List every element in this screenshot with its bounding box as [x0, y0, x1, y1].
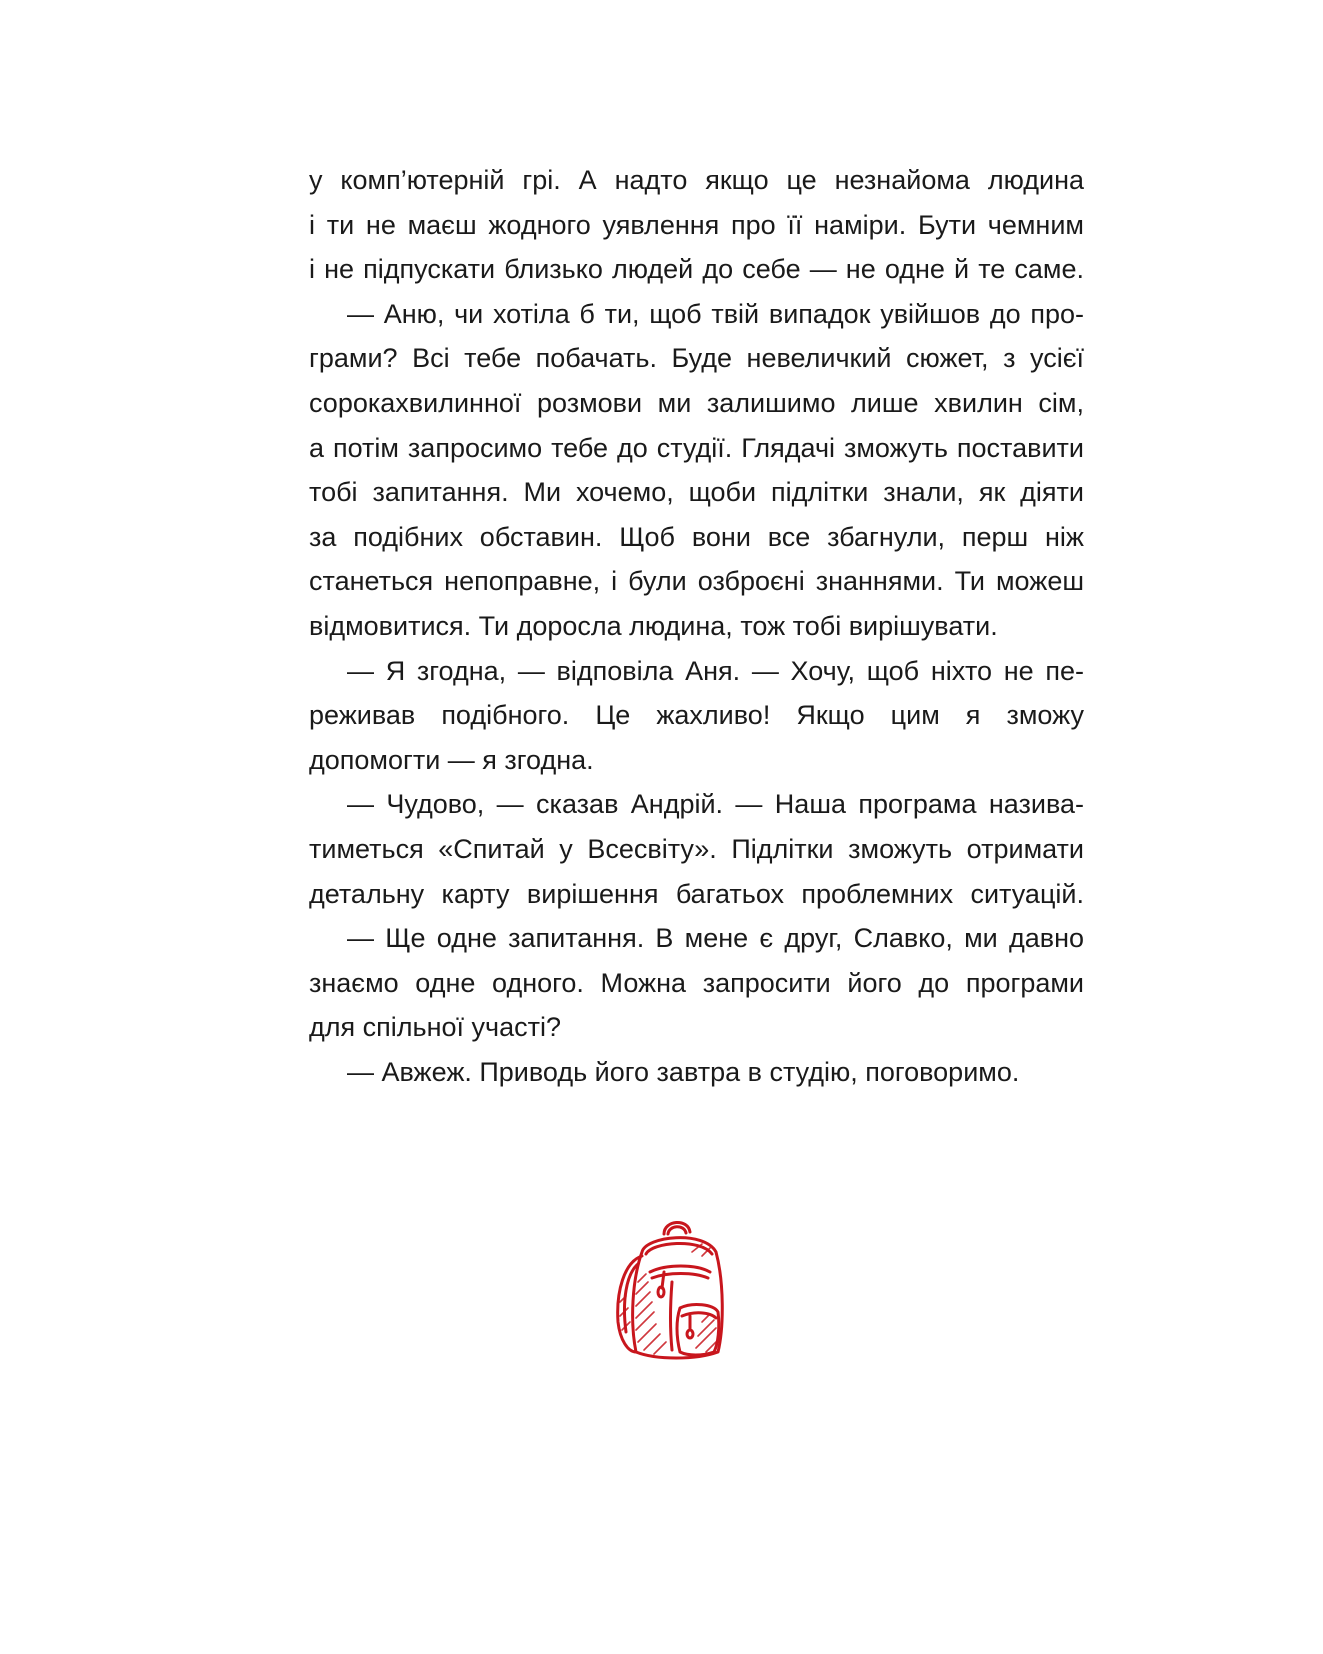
- text-line: знаємо одне одного. Можна запросити його до програми: [309, 967, 1084, 998]
- text-line: детальну карту вирішення багатьох проблемних ситуацій.: [309, 878, 1084, 909]
- backpack-icon: [606, 1212, 746, 1362]
- text-line: і не підпускати близько людей до себе — не одне й те саме.: [309, 254, 1084, 285]
- paragraph: [309, 1050, 1084, 1095]
- text-line: сорокахвилинної розмови ми залишимо лише хвилин сім,: [309, 387, 1084, 418]
- paragraph: [309, 916, 1084, 1050]
- text-line: — Я згодна, — відповіла Аня. — Хочу, щоб ніхто не пе-: [347, 655, 1084, 686]
- text-line: — Ще одне запитання. В мене є друг, Славко, ми давно: [347, 923, 1084, 954]
- text-line: — Чудово, — сказав Андрій. — Наша програма назива-: [347, 789, 1084, 820]
- text-line: — Аню, чи хотіла б ти, щоб твій випадок увійшов до про-: [347, 298, 1084, 329]
- text-line: допомогти — я згодна.: [309, 744, 594, 775]
- text-line: у комп’ютерній грі. А надто якщо це незнайома людина: [309, 165, 1084, 195]
- text-line: тиметься «Спитай у Всесвіту». Підлітки зможуть отримати: [309, 833, 1084, 864]
- text-line: а потім запросимо тебе до студії. Глядачі зможуть поставити: [309, 432, 1084, 463]
- body-text: [309, 158, 1084, 1094]
- text-line: — Авжеж. Приводь його завтра в студію, поговоримо.: [347, 1056, 1020, 1087]
- text-line: і ти не маєш жодного уявлення про її наміри. Бути чемним: [309, 209, 1084, 240]
- paragraph: [309, 292, 1084, 649]
- text-line: станеться непоправне, і були озброєні знаннями. Ти можеш: [309, 566, 1084, 597]
- text-line: за подібних обставин. Щоб вони все збагнули, перш ніж: [309, 521, 1084, 552]
- text-line: для спільної участі?: [309, 1012, 561, 1043]
- text-line: грами? Всі тебе побачать. Буде невеличкий сюжет, з усієї: [309, 343, 1084, 374]
- paragraph: [309, 158, 1084, 292]
- paragraph: [309, 782, 1084, 916]
- text-line: відмовитися. Ти доросла людина, тож тобі вирішувати.: [309, 610, 998, 641]
- paragraph: [309, 649, 1084, 783]
- text-line: реживав подібного. Це жахливо! Якщо цим я зможу: [309, 700, 1084, 731]
- text-line: тобі запитання. Ми хочемо, щоби підлітки знали, як діяти: [309, 477, 1084, 508]
